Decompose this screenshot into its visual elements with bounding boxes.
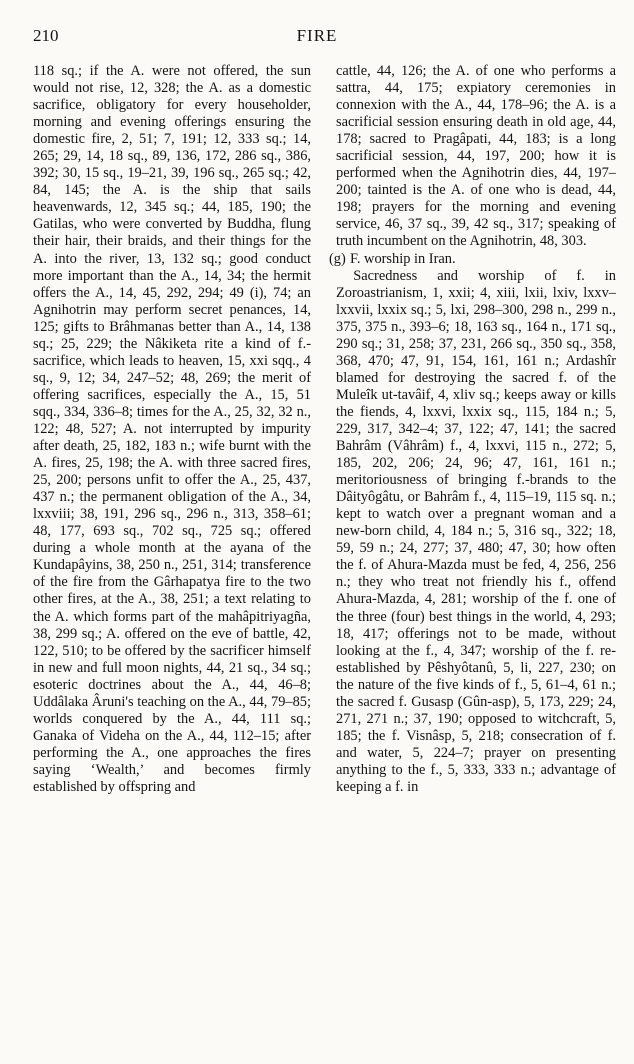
page-title: FIRE [296,26,338,45]
page-number: 210 [33,26,59,45]
section-heading: F. worship in Iran. [350,250,456,267]
right-column-text-bottom: Sacredness and worship of f. in Zoroastrianism, 1, xxii; 4, xiii, lxii, lxiv, lxxv–lxxvii, lxxix sq.; 5, lxi, 298–300, 298 n., 299 n., 375, 375 n., 393–6; 18, 163 sq., 164 n., 171 sq., 290 sq.; 31, 258; 37, 231, 266 sq., 350 sq., 358, 368, 470; 47, 91, 154, 161, 161 n.; Ardashîr blamed for destroying the sacred f. of the Muleîk ut-tavâif, 4, xliv sq.; keeps away or kills the fiends, 4, lxxvi, lxxix sq., 115, 184 n.; 5, 229, 317, 342–4; 37, 122; 47, 141; the sacred Bahrâm (Vâhrâm) f., 4, lxxvi, 115 n., 272; 5, 185, 202, 206; 24, 96; 47, 161, 161 n.; meritoriousness of bringing f.-brands to the Dâityôgâtu, or Bahrâm f., 4, 115–19, 115 sq. n.; kept to watch over a pregnant woman and a new-born child, 4, 184 n.; 5, 316 sq., 322; 18, 59, 59 n.; 24, 277; 37, 480; 47, 30; how often the f. of Ahura-Mazda must be fed, 4, 256, 256 n.; they who treat not friendly his f., offend Ahura-Mazda, 4, 281; worship of the f. one of the three (four) best things in the world, 4, 293; 18, 417; offerings not to be made, without looking at the f., 4, 347; worship of the f. re-established by Pêshyôtanû, 5, li, 227, 230; on the nature of the five kinds of f., 5, 61–4, 61 n.; the sacred f. Gusasp (Gûn-asp), 5, 173, 229; 24, 271, 271 n.; 37, 190; opposed to witchcraft, 5, 185; the f. Visnâsp, 5, 218; consecration of f. and water, 5, 224–7; prayer on presenting anything to the f., 5, 333, 333 n.; advantage of keeping a f. in [336,267,616,795]
section-marker: (g) [329,250,346,267]
section-heading-line [329,250,616,268]
left-column-text: 118 sq.; if the A. were not offered, the sun would not rise, 12, 328; the A. as a domestic sacrifice, obligatory for every householder, morning and evening offerings ensuring the domestic fire, 2, 51; 7, 191; 12, 333 sq.; 14, 265; 29, 14, 18 sq., 89, 136, 172, 286 sq., 386, 392; 30, 15 sq., 19–21, 39, 196 sq., 265 sq.; 42, 84, 145; the A. is the ship that sails heavenwards, 12, 345 sq.; 44, 185, 190; the Gatilas, who were converted by Buddha, flung their hair, their braids, and their things for the A. into the river, 13, 132 sq.; good conduct more important than the A., 14, 34; the hermit offers the A., 14, 45, 292, 294; 49 (i), 74; an Agnihotrin may perform secret penances, 14, 125; gifts to Brâhmanas better than A., 14, 138 sq.; 25, 229; the Nâkiketa rite a kind of f.-sacrifice, which leads to heaven, 15, xxi sqq., 4 sq., 9, 12; 34, 247–52; 48, 269; the merit of offering sacrifices, especially the A., 15, 51 sqq., 334, 336–8; times for the A., 25, 32, 32 n., 122; 48, 527; A. not interrupted by impurity after death, 25, 182, 183 n.; wife burnt with the A. fires, 25, 198; the A. with three sacred fires, 25, 200; persons unfit to offer the A., 25, 437, 437 n.; the permanent obligation of the A., 34, lxxviii; 38, 191, 296 sq., 296 n., 313, 358–61; 48, 177, 693 sq., 702 sq., 725 sq.; offered during a whole month at the ayana of the Kundapâyins, 38, 250 n., 251, 314; transference of the fire from the Gârhapatya fire to the two other fires, at the A., 38, 251; a text relating to the A. which forms part of the mahâpitriyagña, 38, 299 sq.; A. offered on the eve of battle, 42, 122, 510; to be offered by the sacrificer himself in new and full moon nights, 44, 21 sq., 34 sq.; esoteric doctrines about the A., 44, 46–8; Uddâlaka Âruni's teaching on the A., 44, 79–85; worlds conquered by the A., 44, 111 sq.; Ganaka of Videha on the A., 44, 112–15; after performing the A., one approaches the fires saying ‘Wealth,’ and becomes firmly established by offspring and [33,63,311,795]
left-column [33,63,311,796]
right-column-text-top: cattle, 44, 126; the A. of one who performs a sattra, 44, 175; expiatory ceremonies in connexion with the A., 44, 178–96; the A. is a sacrificial session ensuring death in old age, 44, 178; sacred to Pragâpati, 44, 183; is a long sacrificial session, 44, 197, 200; how it is performed when the Agnihotrin dies, 44, 197–200; tainted is the A. of one who is dead, 44, 198; prayers for the morning and evening service, 46, 37 sq., 39, 42 sq., 317; speaking of truth incumbent on the Agnihotrin, 48, 303. [336,63,616,250]
right-column [329,63,616,796]
